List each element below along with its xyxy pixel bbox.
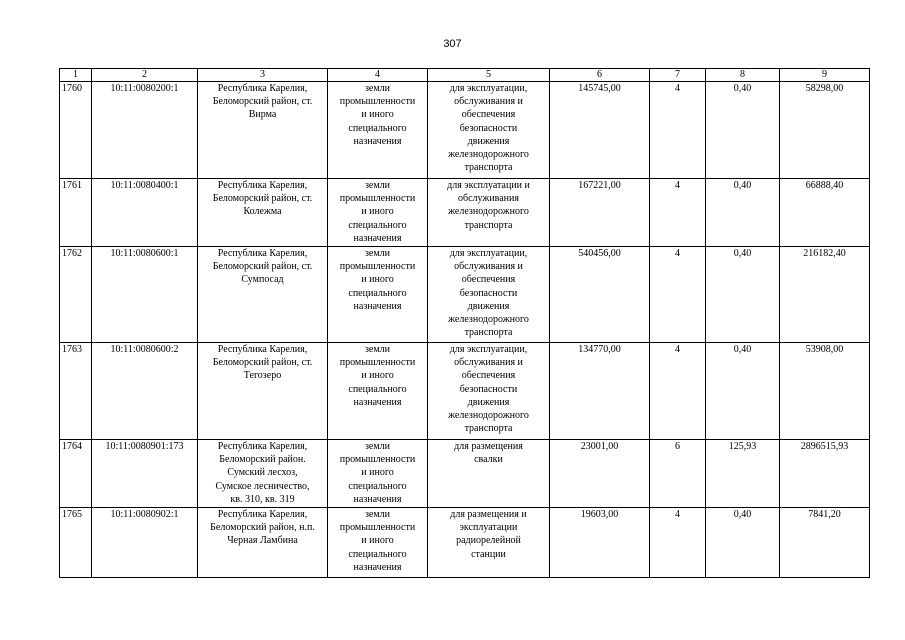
cell-line: Республика Карелия,: [217, 441, 308, 452]
table-row: [60, 343, 870, 440]
cell-line: Черная Ламбина: [227, 535, 298, 547]
cell-line: Беломорский район, ст.: [212, 261, 313, 273]
cell-line: специального: [348, 383, 407, 395]
cell-line: земли: [364, 180, 391, 191]
table-row: [60, 440, 870, 508]
group-cell: 4: [650, 247, 706, 343]
land-category-cell: [328, 508, 428, 578]
area-cell: 134770,00: [550, 343, 650, 440]
cell-line: и иного: [361, 467, 394, 479]
cell-line: земли: [364, 344, 391, 355]
cadastral-number-cell: 10:11:0080600:2: [92, 343, 198, 440]
cadastral-value-cell: 2896515,93: [780, 440, 870, 508]
cell-line: Сумпосад: [241, 274, 284, 286]
cadastral-number-cell: 10:11:0080901:173: [92, 440, 198, 508]
cadastral-value-cell: 58298,00: [780, 82, 870, 179]
column-header: 1: [60, 69, 92, 82]
cell-line: радиорелейной: [456, 535, 521, 547]
cell-line: и иного: [361, 274, 394, 286]
land-category-cell: [328, 440, 428, 508]
cadastral-value-cell: 7841,20: [780, 508, 870, 578]
cell-line: назначения: [353, 232, 402, 244]
cell-line: назначения: [353, 493, 402, 505]
permitted-use-cell: [428, 343, 550, 440]
land-register-table: [59, 68, 870, 578]
cadastral-value-cell: 66888,40: [780, 179, 870, 247]
cell-line: эксплуатации: [459, 522, 518, 534]
cell-line: промышленности: [339, 193, 416, 205]
cell-line: земли: [364, 83, 391, 94]
land-category-cell: [328, 247, 428, 343]
cell-line: и иного: [361, 535, 394, 547]
area-cell: 23001,00: [550, 440, 650, 508]
location-cell: [198, 82, 328, 179]
cell-line: движения: [467, 300, 510, 312]
cell-line: Сумский лесхоз,: [227, 467, 298, 479]
row-number-cell: 1762: [60, 247, 92, 343]
cell-line: безопасности: [459, 287, 518, 299]
cell-line: обеспечения: [461, 109, 516, 121]
row-number-cell: 1764: [60, 440, 92, 508]
cell-line: Сумское лесничество,: [215, 480, 310, 492]
cell-line: назначения: [353, 135, 402, 147]
table-row: [60, 179, 870, 247]
row-number-cell: 1761: [60, 179, 92, 247]
cell-line: безопасности: [459, 383, 518, 395]
cell-line: транспорта: [464, 327, 513, 339]
area-cell: 167221,00: [550, 179, 650, 247]
column-header: 6: [550, 69, 650, 82]
cell-line: промышленности: [339, 522, 416, 534]
permitted-use-cell: [428, 508, 550, 578]
land-category-cell: [328, 343, 428, 440]
cell-line: Беломорский район.: [219, 454, 306, 466]
cadastral-number-cell: 10:11:0080400:1: [92, 179, 198, 247]
cell-line: и иного: [361, 370, 394, 382]
cell-line: промышленности: [339, 454, 416, 466]
group-cell: 6: [650, 440, 706, 508]
cell-line: Беломорский район, ст.: [212, 96, 313, 108]
group-cell: 4: [650, 343, 706, 440]
cell-line: для эксплуатации,: [449, 344, 528, 355]
cell-line: железнодорожного: [448, 314, 529, 326]
permitted-use-cell: [428, 440, 550, 508]
cell-line: назначения: [353, 300, 402, 312]
location-cell: [198, 247, 328, 343]
cell-line: и иного: [361, 109, 394, 121]
cell-line: обслуживания и: [454, 357, 523, 369]
cell-line: специального: [348, 548, 407, 560]
cell-line: Республика Карелия,: [217, 509, 308, 520]
row-number-cell: 1765: [60, 508, 92, 578]
cell-line: и иного: [361, 206, 394, 218]
area-cell: 145745,00: [550, 82, 650, 179]
cadastral-value-cell: 216182,40: [780, 247, 870, 343]
cell-line: Беломорский район, ст.: [212, 357, 313, 369]
cell-line: для размещения и: [450, 509, 527, 520]
group-cell: 4: [650, 82, 706, 179]
location-cell: [198, 508, 328, 578]
page-number: 307: [443, 38, 462, 50]
cell-line: Республика Карелия,: [217, 248, 308, 259]
table-row: [60, 508, 870, 578]
area-cell: 540456,00: [550, 247, 650, 343]
cell-line: Республика Карелия,: [217, 344, 308, 355]
permitted-use-cell: [428, 82, 550, 179]
cell-line: промышленности: [339, 261, 416, 273]
cell-line: для эксплуатации,: [449, 248, 528, 259]
cell-line: движения: [467, 135, 510, 147]
cell-line: движения: [467, 396, 510, 408]
rate-cell: 0,40: [706, 343, 780, 440]
cell-line: железнодорожного: [448, 149, 529, 161]
cell-line: железнодорожного: [448, 410, 529, 422]
rate-cell: 0,40: [706, 508, 780, 578]
land-category-cell: [328, 82, 428, 179]
row-number-cell: 1760: [60, 82, 92, 179]
cell-line: специального: [348, 122, 407, 134]
cell-line: назначения: [353, 396, 402, 408]
cell-line: железнодорожного: [448, 206, 529, 218]
column-header: 9: [780, 69, 870, 82]
cell-line: Республика Карелия,: [217, 83, 308, 94]
cell-line: для размещения: [454, 441, 523, 452]
cell-line: земли: [364, 509, 391, 520]
column-header: 5: [428, 69, 550, 82]
cell-line: назначения: [353, 561, 402, 573]
cell-line: специального: [348, 480, 407, 492]
cell-line: транспорта: [464, 162, 513, 174]
area-cell: 19603,00: [550, 508, 650, 578]
cadastral-number-cell: 10:11:0080600:1: [92, 247, 198, 343]
column-header: 3: [198, 69, 328, 82]
cadastral-number-cell: 10:11:0080200:1: [92, 82, 198, 179]
permitted-use-cell: [428, 179, 550, 247]
header-row: [60, 69, 870, 82]
cell-line: свалки: [474, 454, 503, 466]
cell-line: земли: [364, 441, 391, 452]
cell-line: безопасности: [459, 122, 518, 134]
column-header: 8: [706, 69, 780, 82]
rate-cell: 0,40: [706, 179, 780, 247]
cell-line: промышленности: [339, 357, 416, 369]
cell-line: для эксплуатации и: [447, 180, 530, 191]
cell-line: Республика Карелия,: [217, 180, 308, 191]
cell-line: специального: [348, 219, 407, 231]
permitted-use-cell: [428, 247, 550, 343]
cell-line: обслуживания: [458, 193, 519, 205]
cell-line: Колежма: [243, 206, 282, 218]
cell-line: транспорта: [464, 219, 513, 231]
land-category-cell: [328, 179, 428, 247]
table-row: [60, 82, 870, 179]
cell-line: транспорта: [464, 423, 513, 435]
cell-line: для эксплуатации,: [449, 83, 528, 94]
cell-line: промышленности: [339, 96, 416, 108]
row-number-cell: 1763: [60, 343, 92, 440]
rate-cell: 125,93: [706, 440, 780, 508]
cell-line: обеспечения: [461, 370, 516, 382]
column-header: 2: [92, 69, 198, 82]
rate-cell: 0,40: [706, 82, 780, 179]
location-cell: [198, 179, 328, 247]
cell-line: кв. 310, кв. 319: [230, 493, 295, 505]
cell-line: обслуживания и: [454, 96, 523, 108]
group-cell: 4: [650, 179, 706, 247]
cell-line: Тегозеро: [243, 370, 282, 382]
cell-line: станции: [471, 548, 506, 560]
location-cell: [198, 343, 328, 440]
cadastral-number-cell: 10:11:0080902:1: [92, 508, 198, 578]
table-row: [60, 247, 870, 343]
cell-line: Беломорский район, н.п.: [210, 522, 315, 534]
cell-line: обслуживания и: [454, 261, 523, 273]
column-header: 7: [650, 69, 706, 82]
rate-cell: 0,40: [706, 247, 780, 343]
cadastral-value-cell: 53908,00: [780, 343, 870, 440]
cell-line: земли: [364, 248, 391, 259]
location-cell: [198, 440, 328, 508]
group-cell: 4: [650, 508, 706, 578]
cell-line: специального: [348, 287, 407, 299]
cell-line: Беломорский район, ст.: [212, 193, 313, 205]
column-header: 4: [328, 69, 428, 82]
cell-line: Вирма: [248, 109, 277, 121]
cell-line: обеспечения: [461, 274, 516, 286]
